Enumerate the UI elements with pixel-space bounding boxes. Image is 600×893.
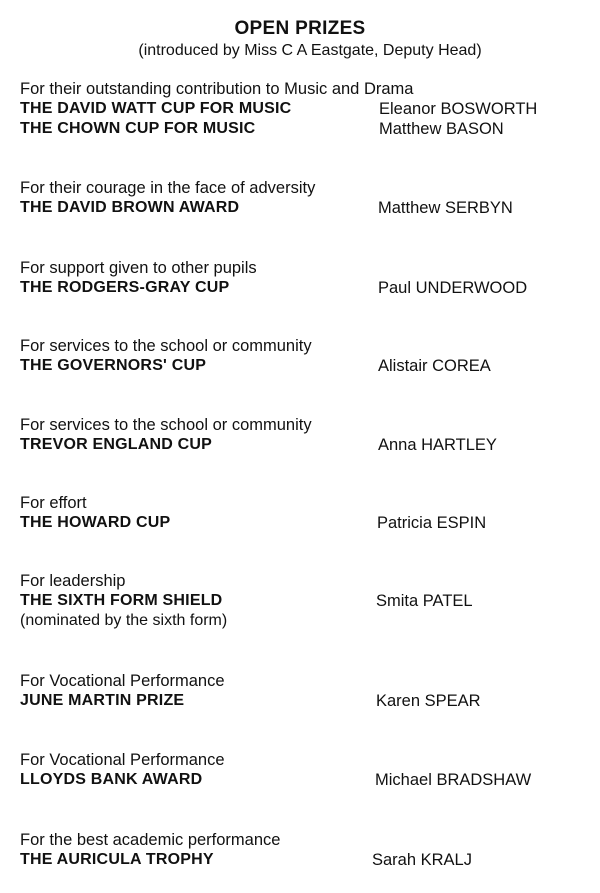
prize-row [20, 435, 595, 455]
prize-recipient: Karen SPEAR [376, 692, 481, 710]
award-section [20, 494, 595, 533]
prize-name: JUNE MARTIN PRIZE [20, 692, 185, 709]
prize-row [20, 850, 595, 870]
prize-name: THE CHOWN CUP FOR MUSIC [20, 120, 256, 137]
prize-row [20, 119, 595, 139]
prize-row [20, 198, 595, 218]
award-reason: For leadership [20, 572, 126, 590]
prize-row [20, 99, 595, 119]
prize-name: THE GOVERNORS' CUP [20, 357, 207, 374]
prize-name: THE DAVID BROWN AWARD [20, 199, 240, 216]
page-subtitle: (introduced by Miss C A Eastgate, Deputy Head) [138, 42, 482, 59]
prize-name: THE SIXTH FORM SHIELD [20, 592, 223, 609]
prize-name: THE AURICULA TROPHY [20, 851, 214, 868]
award-section [20, 751, 595, 790]
award-reason: For the best academic performance [20, 831, 281, 849]
prize-name: THE HOWARD CUP [20, 514, 171, 531]
award-reason: For Vocational Performance [20, 751, 225, 769]
award-section [20, 80, 595, 139]
prize-recipient: Smita PATEL [376, 592, 473, 610]
page-title: OPEN PRIZES [234, 18, 366, 39]
prize-note: (nominated by the sixth form) [20, 612, 228, 629]
prize-row [20, 691, 595, 711]
award-section [20, 572, 595, 631]
prize-name: THE DAVID WATT CUP FOR MUSIC [20, 100, 292, 117]
award-section [20, 179, 595, 218]
prize-recipient: Michael BRADSHAW [375, 771, 532, 789]
award-reason: For Vocational Performance [20, 672, 225, 690]
award-reason: For their outstanding contribution to Music and Drama [20, 80, 414, 98]
prize-recipient: Alistair COREA [378, 357, 491, 375]
prize-row [20, 770, 595, 790]
prize-name: TREVOR ENGLAND CUP [20, 436, 213, 453]
award-reason: For their courage in the face of adversity [20, 179, 316, 197]
prize-recipient: Eleanor BOSWORTH [379, 100, 538, 118]
prize-name: LLOYDS BANK AWARD [20, 771, 203, 788]
prize-row [20, 513, 595, 533]
prize-recipient: Anna HARTLEY [378, 436, 497, 454]
award-reason: For services to the school or community [20, 337, 312, 355]
award-section [20, 259, 595, 298]
award-reason: For support given to other pupils [20, 259, 257, 277]
award-reason: For effort [20, 494, 87, 512]
prize-recipient: Paul UNDERWOOD [378, 279, 528, 297]
award-reason: For services to the school or community [20, 416, 312, 434]
prize-row [20, 356, 595, 376]
prize-recipient: Patricia ESPIN [377, 514, 487, 532]
prize-recipient: Sarah KRALJ [372, 851, 472, 869]
prize-recipient: Matthew BASON [379, 120, 504, 138]
award-section [20, 337, 595, 376]
prize-row [20, 278, 595, 298]
award-section [20, 416, 595, 455]
prize-row [20, 591, 595, 611]
award-section [20, 831, 595, 870]
prize-name: THE RODGERS-GRAY CUP [20, 279, 230, 296]
prize-recipient: Matthew SERBYN [378, 199, 513, 217]
award-section [20, 672, 595, 711]
